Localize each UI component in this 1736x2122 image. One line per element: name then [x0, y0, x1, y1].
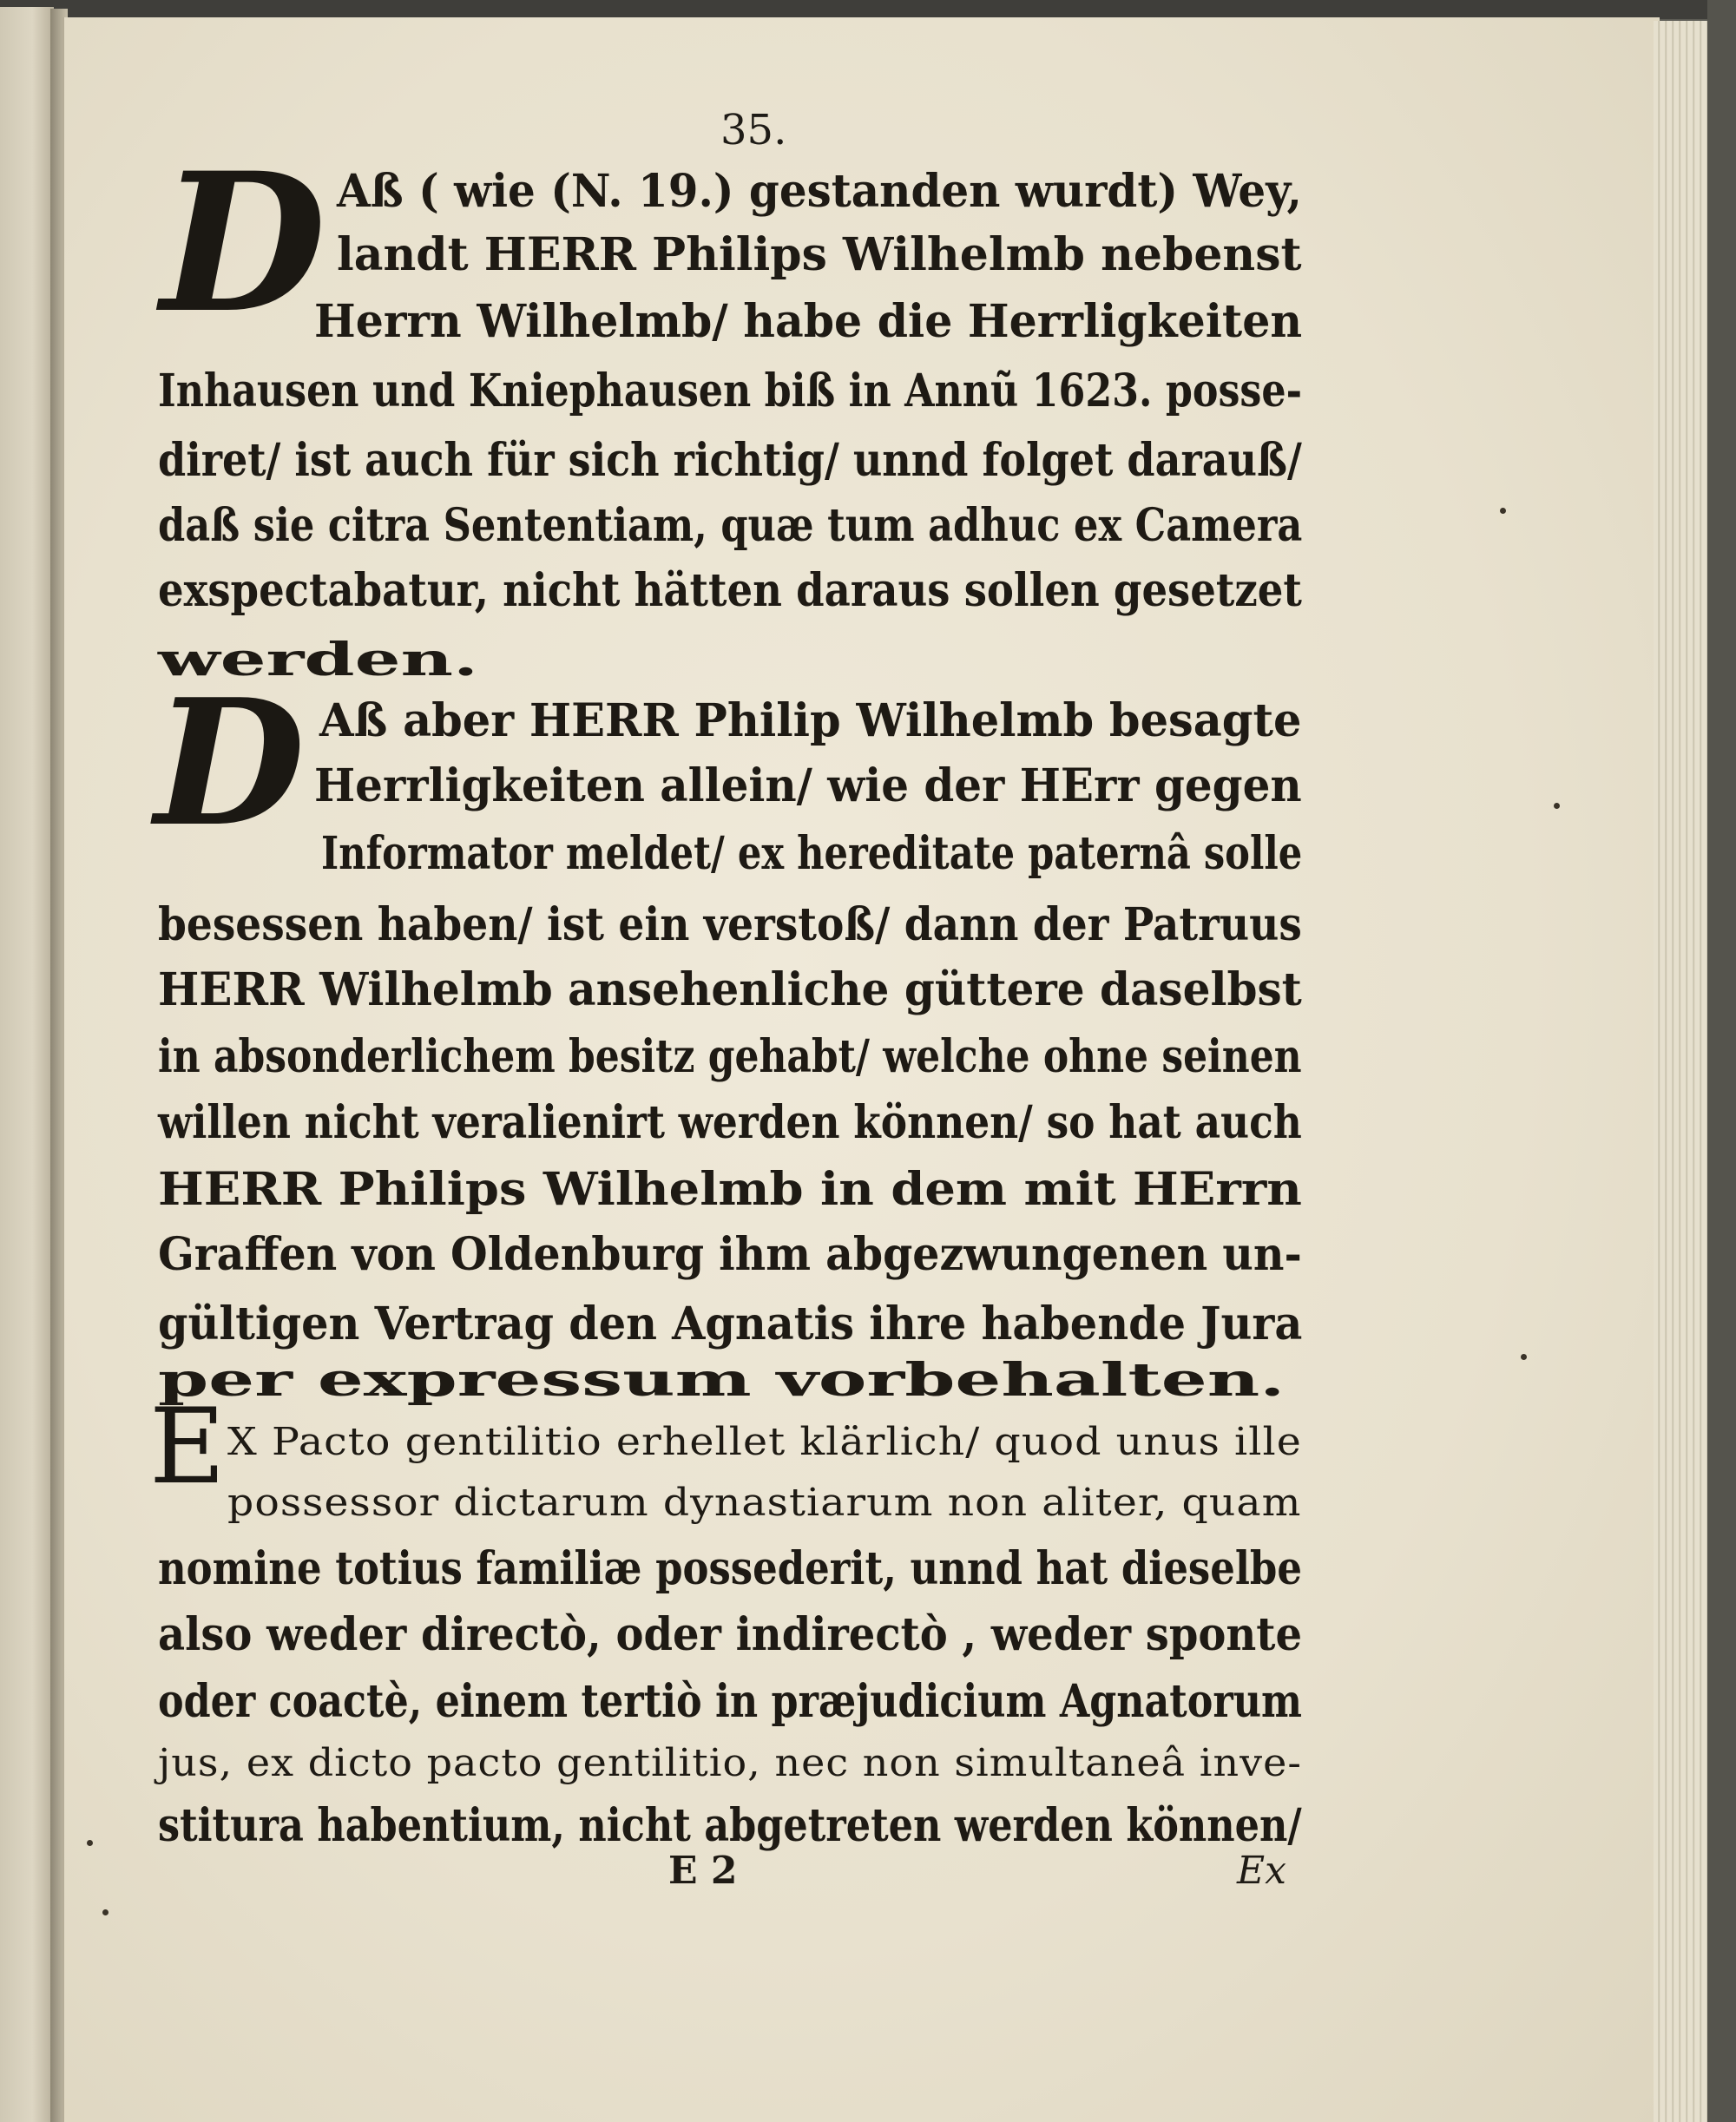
text-line: gültigen Vertrag den Agnatis ihre habende Jura [158, 1298, 1303, 1350]
text-line: besessen haben/ ist ein verstoß/ dann der Patruus [158, 898, 1302, 951]
page-edges [1654, 21, 1707, 2122]
ink-speck [1500, 508, 1506, 514]
text-line: Herrn Wilhelmb/ habe die Herrligkeiten [314, 295, 1303, 348]
facing-page-edge [0, 7, 54, 2122]
text-line: X Pacto gentilitio erhellet klärlich/ quod unus ille [227, 1420, 1302, 1464]
text-line: HERR Wilhelmb ansehenliche güttere daselbst [158, 963, 1302, 1016]
drop-cap: D [161, 130, 326, 355]
text-line: Graffen von Oldenburg ihm abgezwungenen un- [158, 1228, 1302, 1281]
text-line: oder coactè, einem tertiò in præjudicium Agnatorum [158, 1675, 1302, 1728]
drop-cap: E [149, 1387, 226, 1508]
ink-speck [102, 1909, 108, 1915]
text-line: exspectabatur, nicht hätten daraus sollen gesetzet [158, 564, 1302, 617]
signature-mark: E 2 [668, 1849, 738, 1893]
ink-speck [87, 1840, 93, 1846]
scan-background-right [1707, 0, 1736, 2122]
text-line: Inhausen und Kniephausen biß in Annũ 1623. posse- [158, 365, 1302, 417]
page-number: 35. [720, 106, 787, 154]
text-line: stitura habentium, nicht abgetreten werden können/ [158, 1799, 1302, 1852]
text-line: willen nicht veralienirt werden können/ so hat auch [158, 1096, 1302, 1149]
text-line: werden. [158, 634, 478, 687]
text-line: Herrligkeiten allein/ wie der HErr gegen [314, 759, 1302, 812]
text-line: daß sie citra Sententiam, quæ tum adhuc ex Camera [158, 499, 1303, 552]
text-line: in absonderlichem besitz gehabt/ welche ohne seinen [158, 1030, 1302, 1083]
text-line: diret/ ist auch für sich richtig/ unnd folget darauß/ [158, 434, 1302, 487]
text-line: Aß aber HERR Philip Wilhelmb besagte [319, 694, 1302, 747]
text-line: also weder directò, oder indirectò , weder sponte [158, 1608, 1303, 1661]
text-line: Aß ( wie (N. 19.) gestanden wurdt) Wey, [337, 165, 1302, 218]
text-line: jus, ex dicto pacto gentilitio, nec non simultaneâ inve- [158, 1741, 1302, 1785]
text-line: per expressum vorbehalten. [158, 1354, 1286, 1407]
drop-cap: D [155, 661, 306, 865]
text-line: landt HERR Philips Wilhelmb nebenst [337, 228, 1302, 281]
text-line: possessor dictarum dynastiarum non aliter, quam [227, 1481, 1302, 1525]
text-line: nomine totius familiæ possederit, unnd hat dieselbe [158, 1542, 1302, 1595]
text-line: HERR Philips Wilhelmb in dem mit HErrn [158, 1163, 1302, 1216]
catchword: Ex [1237, 1849, 1286, 1893]
text-line: Informator meldet/ ex hereditate paternâ solle [321, 827, 1303, 880]
ink-speck [1554, 803, 1560, 809]
scan-background-strip [0, 0, 1736, 19]
ink-speck [1521, 1354, 1527, 1360]
